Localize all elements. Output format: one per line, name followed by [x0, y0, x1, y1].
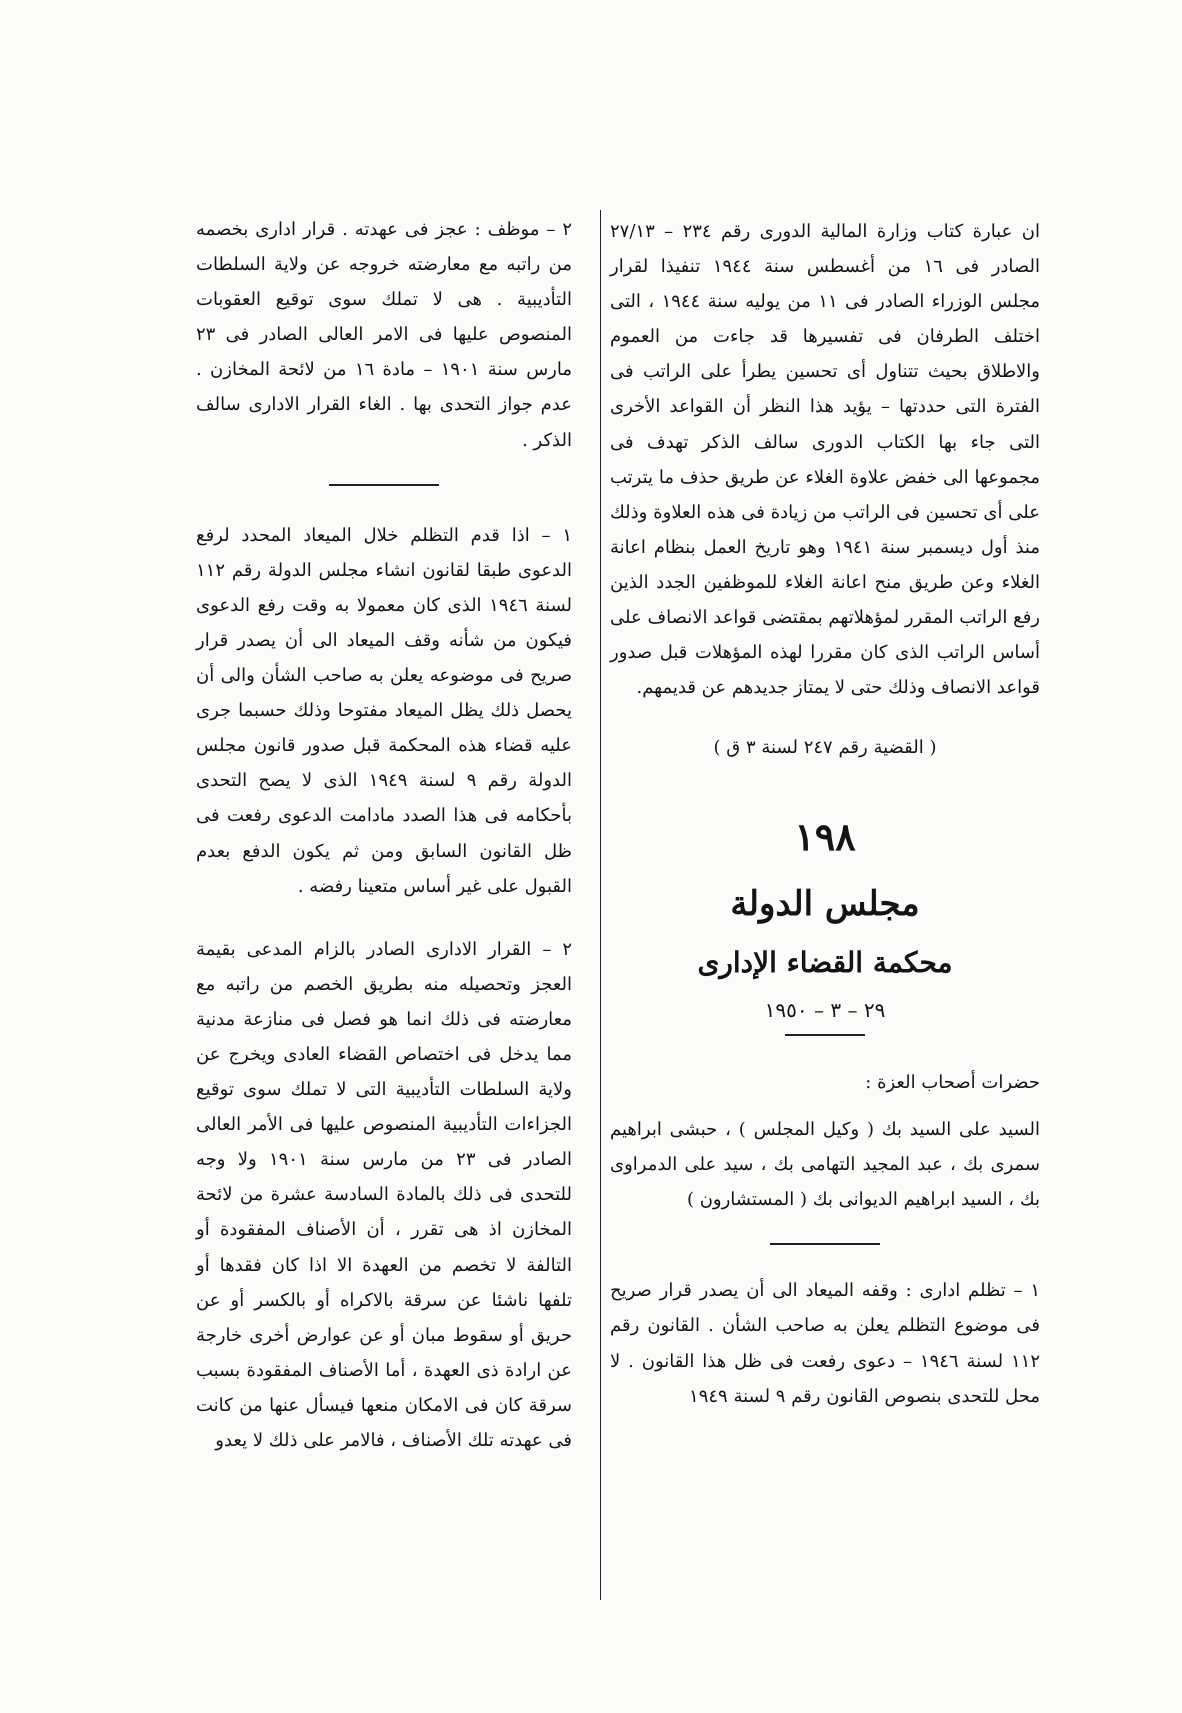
decision-date: ٢٩ – ٣ – ١٩٥٠	[764, 997, 886, 1022]
judges-list: السيد على السيد بك ( وكيل المجلس ) ، حبشى ابراهيم سمرى بك ، عبد المجيد التهامى بك ، سيد على الدمراوى بك ، السيد ابراهيم الديوانى بك ( المستشارون )	[610, 1119, 1040, 1211]
divider	[770, 1243, 880, 1245]
continued-paragraph: ان عبارة كتاب وزارة المالية الدورى رقم ٢٣٤ – ٢٧/١٣ الصادر فى ١٦ من أغسطس سنة ١٩٤٤ تنفيذا لقرار مجلس الوزراء الصادر فى ١١ من يوليه سنة ١٩٤٤ ، التى اختلف الطرفان فى تفسيرها قد جاءت من العموم والاطلاق بحيث تتناول أى تحسين يطرأ على الراتب فى الفترة التى حددتها – يؤيد هذا النظر أن القواعد الأخرى التى جاء بها الكتاب الدورى سالف الذكر تهدف فى مجموعها الى خفض علاوة الغلاء عن طريق حذف ما يترتب على أى تحسين فى الراتب من زيادة فى هذه العلاوة وذلك منذ أول ديسمبر سنة ١٩٤١ وهو تاريخ العمل بنظام اعانة الغلاء وعن طريق منح اعانة الغلاء للموظفين الجدد الذين رفع الراتب المقرر لمؤهلاتهم بمقتضى قواعد الانصاف على أساس الراتب الذى كان مقررا لهذه المؤهلات قبل صدور قواعد الانصاف وذلك حتى لا يمتاز جديدهم عن قديمهم.	[610, 221, 1041, 699]
column-divider	[600, 210, 601, 1600]
honorables-label: حضرات أصحاب العزة :	[865, 1071, 1040, 1093]
left-column	[196, 212, 572, 1458]
decision-number: ١٩٨	[794, 813, 856, 859]
summary-1: ١ – تظلم ادارى : وقفه الميعاد الى أن يصدر قرار صريح فى موضوع التظلم يعلن به صاحب الشأن . القانون رقم ١١٢ لسنة ١٩٤٦ – دعوى رفعت فى ظل هذا القانون . لا محل للتحدى بنصوص القانون رقم ٩ لسنة ١٩٤٩	[610, 1280, 1040, 1407]
divider	[329, 484, 439, 486]
case-reference: ( القضية رقم ٢٤٧ لسنة ٣ ق )	[713, 737, 937, 759]
court-title: محكمة القضاء الإدارى	[697, 945, 953, 979]
principle-2: ٢ – القرار الادارى الصادر بالزام المدعى بقيمة العجز وتحصيله منه بطريق الخصم من راتبه مع معارضته فى ذلك انما هو فصل فى منازعة مدنية مما يدخل فى اختصاص القضاء العادى ويخرج عن ولاية السلطات التأديبية التى لا تملك سوى توقيع الجزاءات التأديبية المنصوص عليها فى الأمر العالى الصادر فى ٢٣ من مارس سنة ١٩٠١ ولا وجه للتحدى فى ذلك بالمادة السادسة عشرة من لائحة المخازن اذ هى تقرر ، أن الأصناف المفقودة أو التالفة لا تخصم من العهدة الا اذا كان فقدها أو تلفها ناشئا عن سرقة بالاكراه أو بالكسر أو عن حريق أو سقوط مبان أو عن عوارض أخرى خارجة عن ارادة ذى العهدة ، أما الأصناف المفقودة بسبب سرقة كان فى الامكان منعها فيسأل عنها من كانت فى عهدته تلك الأصناف ، فالامر على ذلك لا يعدو	[196, 938, 572, 1451]
principle-1: ١ – اذا قدم التظلم خلال الميعاد المحدد لرفع الدعوى طبقا لقانون انشاء مجلس الدولة رقم ١١٢ لسنة ١٩٤٦ الذى كان معمولا به وقت رفع الدعوى فيكون من شأنه وقف الميعاد الى أن يصدر قرار صريح فى موضوعه يعلن به صاحب الشأن والى أن يحصل ذلك يظل الميعاد مفتوحا وذلك حسبما جرى عليه قضاء هذه المحكمة قبل صدور قانون مجلس الدولة رقم ٩ لسنة ١٩٤٩ الذى لا يصح التحدى بأحكامه فى هذا الصدد مادامت الدعوى رفعت فى ظل القانون السابق ومن ثم يكون الدفع بعدم القبول على غير أساس متعينا رفضه .	[196, 524, 572, 897]
right-column	[610, 214, 1040, 1414]
council-title: مجلس الدولة	[730, 883, 920, 924]
summary-2: ٢ – موظف : عجز فى عهدته . قرار ادارى بخصمه من راتبه مع معارضته خروجه عن ولاية السلطات التأديبية . هى لا تملك سوى توقيع العقوبات المنصوص عليها فى الامر العالى الصادر فى ٢٣ مارس سنة ١٩٠١ – مادة ١٦ من لائحة المخازن . عدم جواز التحدى بها . الغاء القرار الادارى سالف الذكر .	[196, 219, 572, 451]
divider	[785, 1034, 865, 1036]
